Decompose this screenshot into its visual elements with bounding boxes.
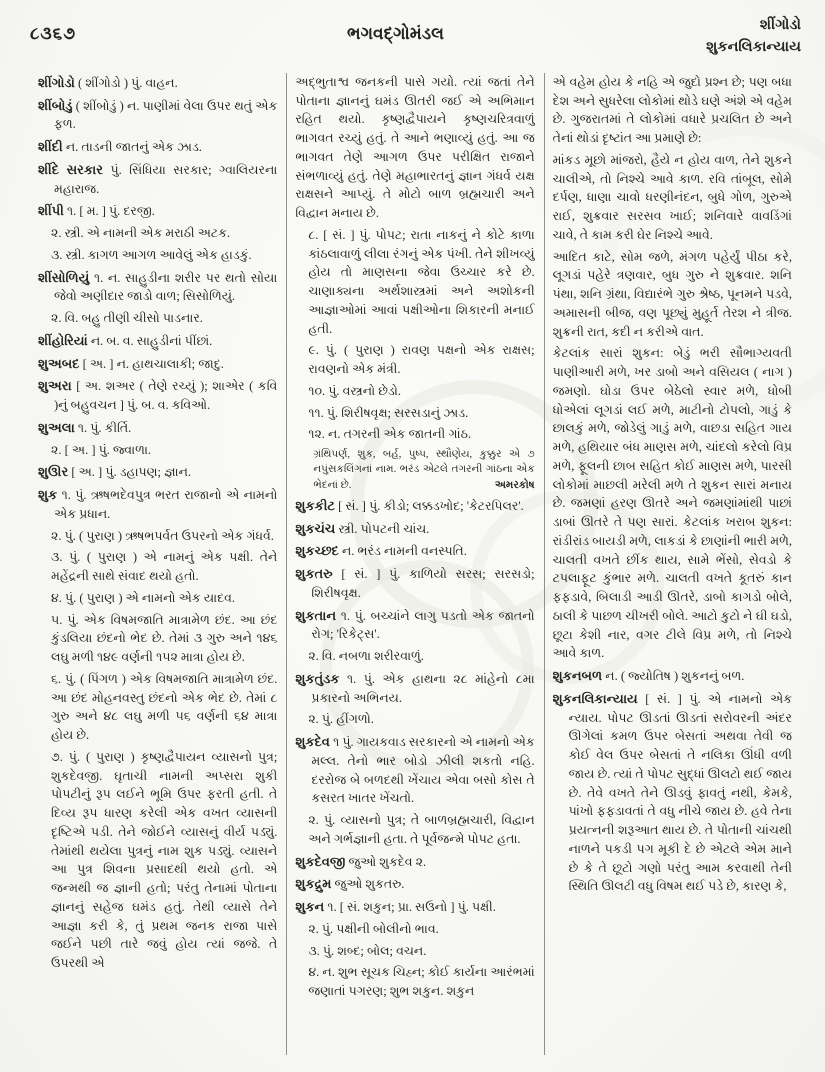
citation-note: ગ્રંથિપર્ણ, શુક, બર્હ, પુષ્પ, સ્થૌણેય, કુક્કુર એ ૭ નપુંસકલિંગનાં નામ. ભરંડ એટલે તગરની ગાંઠના એક ભેદનાં છે. અમરકોષ: [295, 447, 534, 493]
page-number: ૮૩૬૭: [30, 24, 77, 43]
headword: શીંદે સરકાર: [38, 161, 103, 177]
dict-entry: શુકદેવજી જુઓ શુકદેવ ૨.: [295, 853, 427, 869]
continuation-paragraph: એ વહેમ હોય કે નહિ એ જુદો પ્રશ્ન છે; પણ બધા દેશ અને સુધરેલા લોકોમાં થોડે ઘણે અંશે એ વહેમ છે. ગુજરાતમાં તે લોકોમાં વધારે પ્રચલિત છે અને તેનાં થોડાં દૃષ્ટાંત આ પ્રમાણે છે:: [552, 74, 792, 146]
sense-line: ૮. [ સં. ] પું. પોપટ; રાતા નાકનું ને કોટે કાળા કાંઠલાવાળું લીલા રંગનું એક પંખી. તેને શીખવ્યું હોય તો માણસના જેવા ઉચ્ચાર કરે છે. ચાણાક્યના અર્થશાસ્ત્રમાં અને અશોકની આજ્ઞાઓમાં આવાં પક્ષીઓના શિકારની મનાઈ હતી.: [308, 227, 535, 336]
headword: શીંબોડું: [38, 97, 73, 113]
headword: શુકન: [295, 899, 325, 915]
headword: શુકનલિકાન્યાય: [552, 690, 638, 706]
headword: શુકદ્રુમ: [295, 876, 332, 892]
headword: શુઅલા: [38, 419, 75, 435]
guide-words: [621, 14, 801, 59]
sense-line: ૨. પું. હીંગળો.: [308, 712, 374, 727]
sense-line: ૨. પું. ( પુરાણ ) ઋષભપર્વત ઉપરનો એક ગંધર્વ.: [51, 528, 274, 543]
dict-entry: શુકન ૧. [ સં. શકુન; પ્રા. સઉનો ] પું. પક્ષી.: [295, 899, 496, 915]
guide-word-first: શીંગોડો: [759, 17, 801, 33]
guide-word-last: શુકનલિકાન્યાય: [706, 39, 801, 56]
continuation-paragraph: આદિત કાટે, સોમ જળે, મંગળ પહેર્યું પીઠા કરે, લૂગડાં પહેરે ત્રણવાર, બુધ ગુરુ ને શુક્રવાર. શનિ પંથા, શનિ ગ્રંથા, વિદ્યારંભે ગુરુ શ્રેષ્ઠ, પૂનમને પડવે, અમાસની બીજ, વણ પૂછ્યું મુહૂર્ત તેરશ ને ત્રીજ. શુક્રની રાત, કદી ન કરીએ વાત.: [552, 249, 792, 339]
dict-entry: શીંસોળિયું ૧. ન. સાહુડીના શરીર પર થતો સોયા જેવો અણીદાર જાડો વાળ; સિસોળિયું.: [38, 269, 278, 304]
book-title: ભગવદ્ગોમંડલ: [347, 24, 444, 43]
sense-line: ૨. વિ. નબળા શરીરવાળું.: [308, 649, 424, 664]
dict-entry: શુકકીટ [ સં. ] પું. કીડો; લક્કડખોદ; 'કેટરપિલર'.: [295, 497, 524, 513]
sense-line: ૩. પું. ( પુરાણ ) એ નામનું એક પક્ષી. તેને મહેંદ્રની સાથે સંવાદ થયો હતો.: [51, 550, 278, 584]
sense-line: ૨. [ અ. ] પું. જ્વાળા.: [51, 442, 152, 457]
sense-line: ૬. પું. ( પિંગળ ) એક વિષમજાતિ માત્રામેળ છંદ. આ છંદ મોહનવસ્તુ છંદનો એક ભેદ છે. તેમાં ૮ ગુરુ અને ૪૮ લઘુ મળી ૫૬ વર્ણની ૬૪ માત્રા હોય છે.: [51, 671, 278, 743]
dict-entry: શુકચંચ સ્ત્રી. પોપટની ચાંચ.: [295, 520, 430, 536]
dict-entry: શુકચ્છદ ન. ભરંડ નામની વનસ્પતિ.: [295, 543, 467, 559]
dict-entry: શીંદે સરકાર પું. સિંધિયા સરકાર; ગ્વાલિયરના મહારાજ.: [38, 161, 278, 196]
continuation-paragraph: માંકડ મૂછો માંજરો, હૈયે ન હોય વાળ, તેને શુકને ચાલીએ, તો નિશ્ચે આવે કાળ. રવિ તાંબૂલ, સોમે દર્પણ, ધાણા ચાવો ધરણીનંદન, બુધે ગોળ, ગુરુએ રાઈ, શુક્રવાર સરસવ ખાઈ; શનિવારે વાવડિંગાં ચાવે, તે કામ કરી ઘેર નિશ્ચે આવે.: [552, 152, 792, 242]
dict-entry: શુકતરુ [ સં. ] પું. કાળિયો સરસ; સરસડો; શિરીષવૃક્ષ.: [295, 566, 535, 600]
headword: શીંસોળિયું: [38, 269, 90, 285]
column-middle: [286, 73, 543, 1055]
dict-entry: શીંગોડો ( શીંગોડો ) પું. વાહન.: [38, 74, 178, 90]
dict-entry: શુકતુંડક ૧. પું. એક હાથના ૨૮ માંહેનો ૮મા પ્રકારનો અભિનય.: [295, 670, 535, 705]
headword: શીંગોડો: [38, 74, 75, 90]
sense-line: ૯. પું. ( પુરાણ ) રાવણ પક્ષનો એક રાક્ષસ; રાવણનો એક મંત્રી.: [308, 343, 535, 377]
sense-line: ૨. વિ. બહુ તીણી ચીસો પાડનાર.: [51, 311, 203, 326]
dict-entry: શુઅબદ [ અ. ] ન. હાથચાલાકી; જાદુ.: [38, 355, 224, 371]
page-header: [30, 14, 801, 59]
dict-entry: શીંદી ન. તાડની જાતનું એક ઝાડ.: [38, 139, 202, 155]
headword: શુક: [38, 487, 58, 503]
sense-line: ૨. સ્ત્રી. એ નામની એક મરાઠી અટક.: [51, 226, 231, 241]
headword: શુકતાન: [295, 607, 337, 623]
sense-line: ૫. પું. એક વિષમજાતિ માત્રામેળ છંદ. આ છંદ કુંડલિયા છંદનો ભેદ છે. તેમાં ૩ ગુરુ અને ૧૪૬ લઘુ મળી ૧૪૯ વર્ણની ૧૫૨ માત્રા હોય છે.: [51, 612, 278, 665]
text-columns: [30, 73, 801, 1055]
headword: શીંદી: [38, 139, 63, 155]
headword: શુકદેવ: [295, 734, 330, 750]
column-left: [30, 73, 286, 1055]
headword: શીંપી: [38, 203, 64, 219]
headword: શુઅરા: [38, 378, 72, 394]
sense-line: ૧૧. પું. શિરીષવૃક્ષ; સરસડાનું ઝાડ.: [308, 405, 469, 420]
headword: શુકતરુ: [295, 566, 333, 582]
sense-line: ૭. પું. ( પુરાણ ) કૃષ્ણદ્વૈપાયન વ્યાસનો પુત્ર; શુકદેવજી. ઘૃતાચી નામની અપ્સરા શુકી પોપટીનું રૂપ લઈને ભૂમિ ઉપર ફરતી હતી. તે દિવ્ય રૂપ ધારણ કરેલી એક વખત વ્યાસની દૃષ્ટિએ પડી. તેને જોઈને વ્યાસનું વીર્ય પડ્યું. તેમાંથી થયેલા પુત્રનું નામ શુક પડ્યું. વ્યાસને આ પુત્ર શિવના પ્રસાદથી થયો હતો. એ જન્મથી જ જ્ઞાની હતો; પરંતુ તેનામાં પોતાના જ્ઞાનનું સહેજ ઘમંડ હતું. તેથી વ્યાસે તેને આજ્ઞા કરી કે, તું પ્રથમ જનક રાજા પાસે જઈને પછી તારે જવું હોય ત્યાં જજે. તે ઉપરથી એ: [51, 749, 278, 971]
dict-entry: શુકદેવ ૧ પું. ગાયકવાડ સરકારનો એ નામનો એક મલ્લ. તેનો ભાર બોડો ઝીલી શકતો નહિ. દરરોજ બે બળદથી ખેંચાય એવા બસો કોસ તે કસરત ખાતર ખેંચતો.: [295, 734, 535, 806]
dict-entry: શુકનલિકાન્યાય [ સં. ] પું. એ નામનો એક ન્યાય. પોપટ ઊડતાં ઊડતાં સરોવરની અંદર ઊગેલાં કમળ ઉપર બેસતાં અથવા તેવી જ કોઈ વેલ ઉપર બેસતાં તે નલિકા ઊંધી વળી જાય છે. ત્યાં તે પોપટ સુદ્ધાં ઊલટો થઈ જાય છે. તેવે વખતે તેને ઊડવું ફાવતું નથી, કેમકે, પાંખો ફફડાવતાં તે વધુ નીચે જાય છે. હવે તેના પ્રયત્નની શરૂઆત થાય છે. તે પોતાની ચાંચથી નાળને પકડી પગ મૂકી દે છે એટલે એમ માને છે કે તે છૂટો ગણો પરંતુ આમ કરવાથી તેની સ્થિતિ ઊલટી વધુ વિષમ થઈ પડે છે, કારણ કે,: [552, 690, 792, 894]
headword: શુકનબળ: [552, 668, 603, 684]
dict-entry: શીંબોડું ( શીંબોડું ) ન. પાણીમાં વેલા ઉપર થતું એક ફળ.: [38, 97, 278, 132]
citation-source: અમરકોષ: [494, 479, 535, 491]
sense-line: ૧૨. ન. તગરની એક જાતની ગાંઠ.: [308, 427, 471, 442]
headword: શુઊર: [38, 464, 69, 480]
headword: શુકકીટ: [295, 497, 335, 513]
dict-entry: શુકનબળ ન. ( જ્યોતિષ ) શુકનનું બળ.: [552, 668, 745, 684]
headword: શુકદેવજી: [295, 853, 346, 869]
sense-line: ૪. ન. શુભ સૂચક ચિહ્ન; કોઈ કાર્યના આરંભમાં જણાતાં પગરણ; શુભ શકુન. શકુન: [308, 965, 535, 999]
dict-entry: શુઅલા ૧. પું. કીર્તિ.: [38, 419, 132, 435]
sense-line: ૪. પું. ( પુરાણ ) એ નામનો એક યાદવ.: [51, 590, 236, 605]
dict-entry: શુઅરા [ અ. શઅર ( તેણે રચ્યું ); શાએર ( કવિ )નું બહુવચન ] પું. બ. વ. કવિઓ.: [38, 378, 278, 413]
sense-line: ૨. પું. પક્ષીની બોલીનો ભાવ.: [308, 921, 439, 936]
column-right: [544, 73, 801, 1055]
dict-entry: શુક ૧. પું. ઋષભદેવપુત્ર ભરત રાજાનો એ નામનો એક પ્રધાન.: [38, 487, 278, 521]
headword: શીંહોરિયાં: [38, 332, 88, 348]
sense-line: ૩. સ્ત્રી. કાગળ આગળ આવેલું એક હાડકું.: [51, 247, 252, 262]
headword: શુકતુંડક: [295, 670, 340, 686]
dict-entry: શુઊર [ અ. ] પું. ડહાપણ; જ્ઞાન.: [38, 464, 192, 480]
sense-line: ૩. પું. શબ્દ; બોલ; વચન.: [308, 943, 427, 958]
dict-entry: શુકતાન ૧. પું. બચ્ચાંને લાગુ પડતો એક જાતનો રોગ; 'રિકેટ્સ'.: [295, 607, 535, 642]
dict-entry: શીંહોરિયાં ન. બ. વ. સાહુડીનાં પીંછાં.: [38, 332, 213, 348]
headword: શુકચંચ: [295, 520, 336, 536]
sense-line: ૧૦. પું. વસ્ત્રનો છેડો.: [308, 383, 402, 398]
headword: શુઅબદ: [38, 355, 80, 371]
continuation-paragraph: કેટલાંક સારાં શુકન: બેડું ભરી સૌભાગ્યવતી પાણીઆરી મળે, ખર ડાબો અને વસિયલ ( નાગ ) જમણો. ઘોડા ઉપર બેઠેલો સ્વાર મળે, ધોબી ધોએલાં લૂગડાં લઈ મળે, માટીનો ટોપલો, ગાડું કે છાલકું મળે, જોડેલું ગાડું મળે, વાછડા સહિત ગાય મળે, હથિયાર બંધ માણસ મળે, ચાંદલો કરેલો વિપ્ર મળે, ફૂલની છાબ સહિત કોઈ માણસ મળે, પારસી લોકોમાં માછલી મરેલી મળે તે શુકન સારાં મનાય છે. જમણાં હરણ ઊતરે અને જમણાંમાંથી પાછાં ડાબાં ઊતરે તે પણ સારાં. કેટલાંક ખરાબ શુકન: રાંડીરાંડ બાયડી મળે, લાકડાં કે છાણાંની ભારી મળે, ચાલતી વખતે છીંક થાય, સામે ભેંસો, સેવડો કે ટપલાફૂટ કુંભાર મળે. ચાલતી વખતે કૂતરું કાન ફફડાવે, બિલાડી આડી ઊતરે, ડાબો કાગડો બોલે, ઠાલી કે પાછળ ચીખરી બોલે. આટો કુટો ને ઘી ઘડો, છૂટા કેશી નાર, વગર ટીલે વિપ્ર મળે, તો નિશ્ચે આવે કાળ.: [552, 346, 792, 661]
dict-entry: શુકદ્રુમ જુઓ શુકતરુ.: [295, 876, 405, 892]
sense-line: ૨. પું. વ્યાસનો પુત્ર; તે બાળબ્રહ્મચારી, વિદ્વાન અને ગર્ભજ્ઞાની હતા. તે પૂર્વજન્મે પોપટ હતા.: [308, 813, 535, 846]
dict-entry: શીંપી ૧. [ મ. ] પું. દરજી.: [38, 203, 155, 219]
headword: શુકચ્છદ: [295, 543, 339, 559]
continuation-paragraph: અદ્ભુતાશ્વ જનકની પાસે ગયો. ત્યાં જતાં તેને પોતાના જ્ઞાનનું ઘમંડ ઊતરી જઈ એ અભિમાન રહિત થયો. કૃષ્ણદ્વૈપાયને કૃષ્ણચરિત્રવાળું ભાગવત રચ્યું હતું. તે આને ભણાવ્યું હતું. આ જ ભાગવત તેણે આગળ ઉપર પરીક્ષિત રાજાને સંભળાવ્યું હતું. તેણે મહાભારતનું જ્ઞાન ગંધર્વ યક્ષ રાક્ષસને આપ્યું. તે મોટો બાળ બ્રહ્મચારી અને વિદ્વાન મનાય છે.: [295, 74, 535, 221]
